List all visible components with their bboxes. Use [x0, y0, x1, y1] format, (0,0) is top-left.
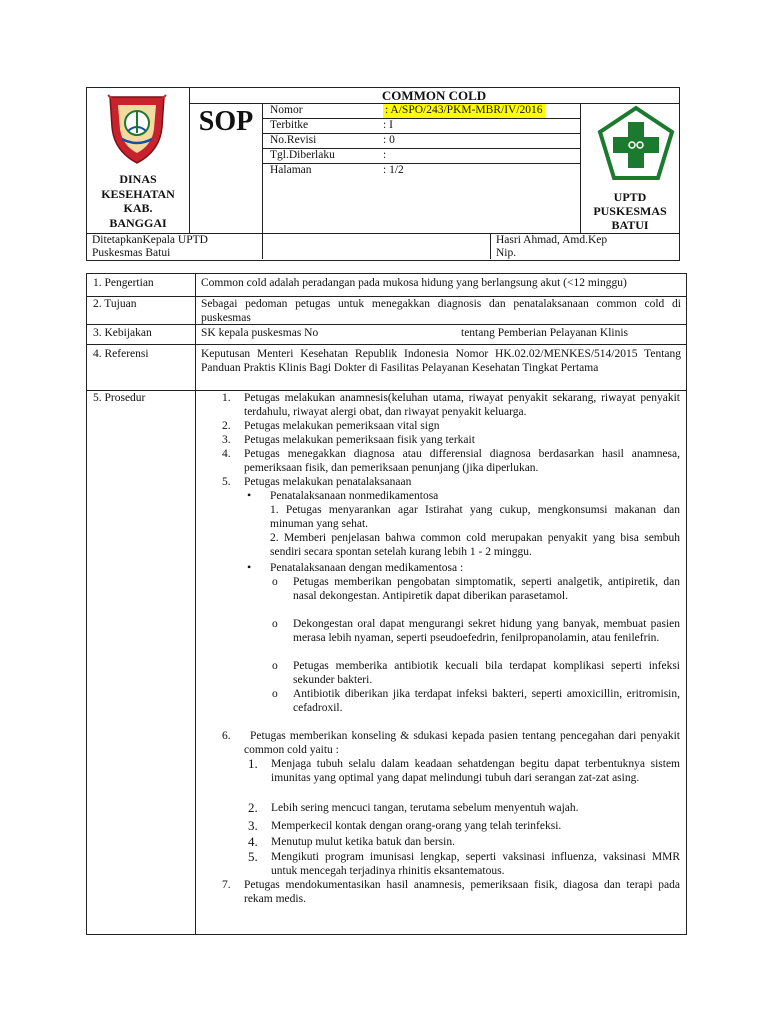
step-number-3: 3.: [222, 434, 231, 446]
field-label-revisi: No.Revisi: [270, 134, 317, 146]
field-label-halaman: Halaman: [270, 164, 312, 176]
step-5: Petugas melakukan penatalaksanaan: [244, 476, 412, 488]
field-label-diberlaku: Tgl.Diberlaku: [270, 149, 335, 161]
section-text-referensi: Keputusan Menteri Kesehatan Republik Indonesia Nomor HK.02.02/MENKES/514/2015 Tentang Panduan Praktis Klinis Bagi Dokter di Fasilitas Pelayanan Kesehatan Tingkat Pertama: [201, 348, 681, 374]
approver-name: Hasri Ahmad, Amd.Kep: [496, 234, 608, 246]
document-title: COMMON COLD: [381, 88, 487, 103]
med-item-2: Dekongestan oral dapat mengurangi sekret hidung yang banyak, membuat pasien merasa lebih nyaman, seperti pseudoefedrin, fenilpropanolamin, atau fenilefrin.: [293, 618, 680, 644]
section-label-prosedur: 5. Prosedur: [93, 392, 146, 404]
nonmed-item-1: 1. Petugas menyarankan agar Istirahat yang cukup, mengkonsumsi makanan dan minuman yang sehat.: [270, 504, 680, 530]
section-text-kebijakan-b: tentang Pemberian Pelayanan Klinis: [461, 327, 629, 339]
bullet-icon: •: [247, 560, 252, 574]
nonmed-title: Penatalaksanaan nonmedikamentosa: [270, 490, 439, 502]
puskesmas-cross-icon: [594, 104, 678, 184]
counsel-item-3: Memperkecil kontak dengan orang-orang yang telah terinfeksi.: [271, 820, 562, 832]
section-label-pengertian: 1. Pengertian: [93, 277, 154, 289]
counsel-item-5: Mengikuti program imunisasi lengkap, seperti vaksinasi influenza, vaksinasi MMR untuk mencegah terjadinya rhinitis eksantematous.: [271, 851, 680, 877]
section-text-tujuan: Sebagai pedoman petugas untuk menegakkan diagnosis dan penatalaksanaan common cold di puskesmas: [201, 298, 681, 324]
step-3: Petugas melakukan pemeriksaan fisik yang terkait: [244, 434, 475, 446]
section-text-pengertian: Common cold adalah peradangan pada mukosa hidung yang berlangsung akut (<12 minggu): [201, 277, 627, 289]
counsel-item-2: Lebih sering mencuci tangan, terutama sebelum menyentuh wajah.: [271, 802, 579, 814]
step-1: Petugas melakukan anamnesis(keluhan utama, riwayat penyakit sekarang, riwayat penyakit terdahulu, riwayat alergi obat, dan riwayat penyakit keluarga.: [244, 392, 680, 418]
counsel-number-3: 3.: [248, 818, 258, 833]
step-number-6: 6.: [222, 730, 231, 742]
field-value-halaman: : 1/2: [383, 164, 404, 176]
step-number-2: 2.: [222, 420, 231, 432]
field-value-diberlaku: :: [383, 149, 387, 161]
approval-org: Puskesmas Batui: [92, 247, 171, 259]
med-title: Penatalaksanaan dengan medikamentosa :: [270, 562, 464, 574]
step-4: Petugas menegakkan diagnosa atau differensial diagnosa berdasarkan hasil anamnesa, pemeriksaan fisik, dan pemeriksaan penunjang (jika diperlukan.: [244, 448, 680, 474]
step-number-5: 5.: [222, 476, 231, 488]
section-label-referensi: 4. Referensi: [93, 348, 149, 360]
approval-title: DitetapkanKepala UPTD: [92, 234, 208, 246]
med-item-4: Antibiotik diberikan jika terdapat infeksi bakteri, seperti amoxicillin, eritromisin, cefadroxil.: [293, 688, 680, 714]
approver-nip: Nip.: [496, 247, 517, 259]
section-label-kebijakan: 3. Kebijakan: [93, 327, 152, 339]
field-value-nomor: : A/SPO/243/PKM-MBR/IV/2016: [385, 104, 543, 116]
nonmed-item-2: 2. Memberi penjelasan bahwa common cold merupakan penyakit yang bisa sembuh sendiri secara spontan setelah kurang lebih 1 - 2 minggu.: [270, 532, 680, 558]
step-number-1: 1.: [222, 392, 231, 404]
section-label-tujuan: 2. Tujuan: [93, 298, 137, 310]
step-6: Petugas memberikan konseling & sdukasi kepada pasien tentang pencegahan dari penyakit common cold yaitu :: [244, 730, 680, 756]
banggai-crest-icon: [104, 93, 170, 165]
field-label-nomor: Nomor: [270, 104, 303, 116]
counsel-number-2: 2.: [248, 800, 258, 815]
field-value-revisi: : 0: [383, 134, 395, 146]
left-org-name: DINAS KESEHATAN KAB. BANGGAI: [101, 172, 175, 230]
section-text-kebijakan-a: SK kepala puskesmas No: [201, 327, 319, 339]
step-7: Petugas mendokumentasikan hasil anamnesis, pemeriksaan fisik, diagosa dan terapi pada rekam medis.: [244, 879, 680, 905]
circle-bullet-icon: o: [272, 660, 278, 672]
counsel-number-1: 1.: [248, 756, 258, 771]
counsel-number-4: 4.: [248, 834, 258, 849]
field-label-terbitke: Terbitke: [270, 119, 309, 131]
counsel-item-1: Menjaga tubuh selalu dalam keadaan sehatdengan begitu dapat terbentuknya sistem imunitas yang optimal yang dapat melindungi tubuh dari serangan zat-zat asing.: [271, 758, 680, 784]
circle-bullet-icon: o: [272, 576, 278, 588]
counsel-item-4: Menutup mulut ketika batuk dan bersin.: [271, 836, 455, 848]
bullet-icon: •: [247, 488, 252, 502]
circle-bullet-icon: o: [272, 688, 278, 700]
med-item-3: Petugas memberika antibiotik kecuali bila terdapat komplikasi seperti infeksi sekunder bakteri.: [293, 660, 680, 686]
sop-label: SOP: [198, 106, 254, 137]
right-org-name: UPTD PUSKESMAS BATUI: [593, 190, 667, 232]
circle-bullet-icon: o: [272, 618, 278, 630]
step-number-7: 7.: [222, 879, 231, 891]
counsel-number-5: 5.: [248, 849, 258, 864]
step-2: Petugas melakukan pemeriksaan vital sign: [244, 420, 440, 432]
step-number-4: 4.: [222, 448, 231, 460]
med-item-1: Petugas memberikan pengobatan simptomatik, seperti analgetik, antipiretik, dan nasal dekongestan. Antipiretik dapat diberikan parasetamol.: [293, 576, 680, 602]
field-value-terbitke: : I: [383, 119, 393, 131]
